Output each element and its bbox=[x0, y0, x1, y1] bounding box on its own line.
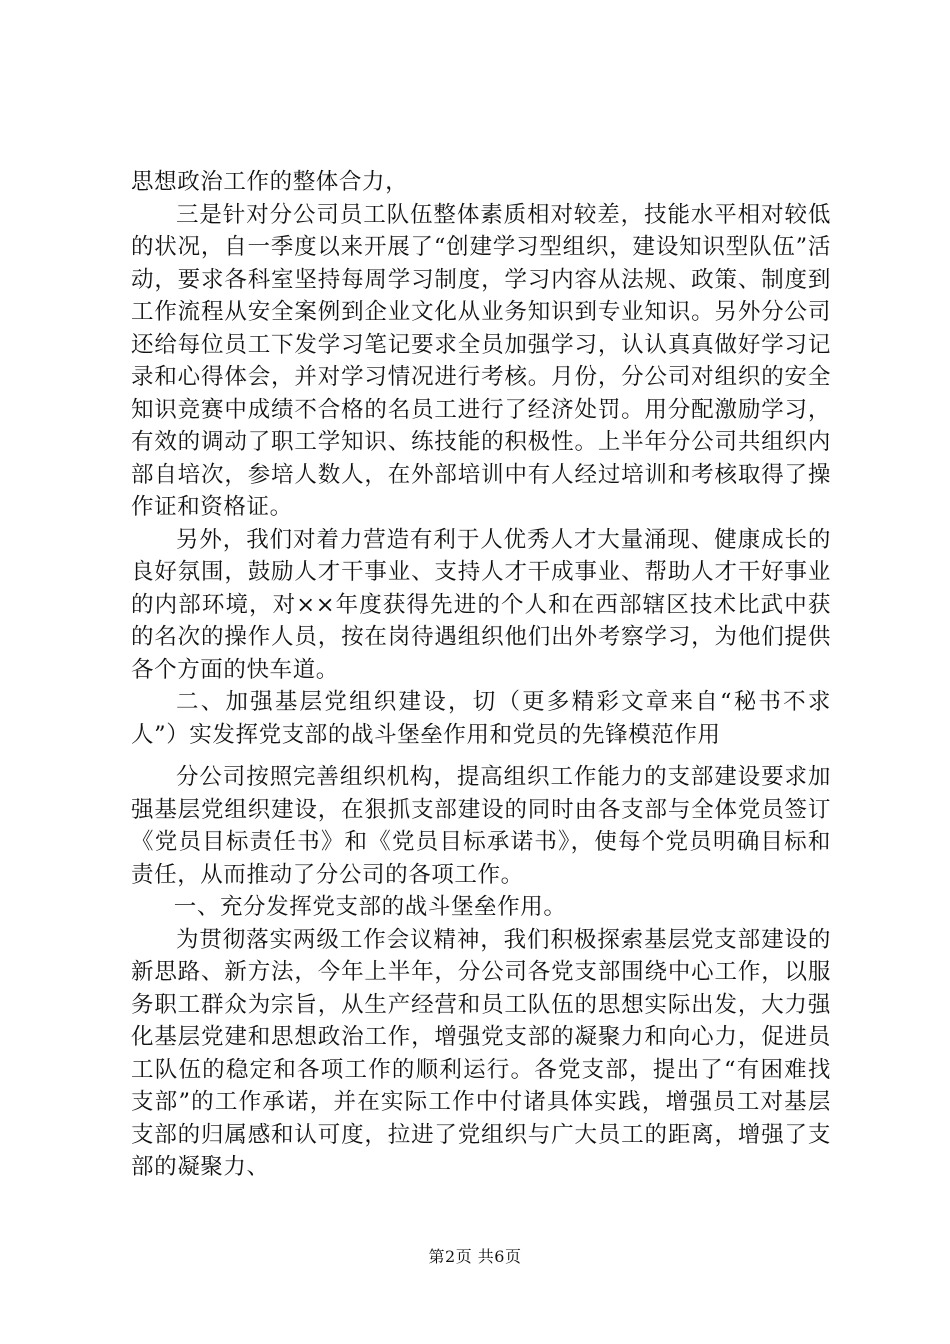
section-heading-party-organization: 二、加强基层党组织建设，切（更多精彩文章来自“秘书不求人”）实发挥党支部的战斗堡垒作用和党员的先锋模范作用 bbox=[131, 689, 831, 748]
page-number-footer: 第2页 共6页 bbox=[428, 1247, 522, 1266]
paragraph-branch-construction: 分公司按照完善组织机构，提高组织工作能力的支部建设要求加强基层党组织建设，在狠抓支部建设的同时由各支部与全体党员签订《党员目标责任书》和《党员目标承诺书》，使每个党员明确目标和责任，从而推动了分公司的各项工作。 bbox=[131, 764, 831, 888]
subheading-fortress-role: 一、充分发挥党支部的战斗堡垒作用。 bbox=[173, 894, 567, 920]
paragraph-learning-organization: 三是针对分公司员工队伍整体素质相对较差，技能水平相对较低的状况，自一季度以来开展了“创建学习型组织，建设知识型队伍”活动，要求各科室坚持每周学习制度，学习内容从法规、政策、制度到工作流程从安全案例到企业文化从业务知识到专业知识。另外分公司还给每位员工下发学习笔记要求全员加强学习，认认真真做好学习记录和心得体会，并对学习情况进行考核。月份，分公司对组织的安全知识竞赛中成绩不合格的名员工进行了经济处罚。用分配激励学习，有效的调动了职工学知识、练技能的积极性。上半年分公司共组织内部自培次，参培人数人，在外部培训中有人经过培训和考核取得了操作证和资格证。 bbox=[131, 201, 831, 520]
paragraph-continuation: 思想政治工作的整体合力， bbox=[131, 169, 409, 195]
paragraph-work-meeting-spirit: 为贯彻落实两级工作会议精神，我们积极探索基层党支部建设的新思路、新方法，今年上半年，分公司各党支部围绕中心工作，以服务职工群众为宗旨，从生产经营和员工队伍的思想实际出发，大力强化基层党建和思想政治工作，增强党支部的凝聚力和向心力，促进员工队伍的稳定和各项工作的顺利运行。各党支部，提出了“有困难找支部”的工作承诺，并在实际工作中付诸具体实践，增强员工对基层支部的归属感和认可度，拉进了党组织与广大员工的距离，增强了支部的凝聚力、 bbox=[131, 926, 831, 1180]
paragraph-talent-environment: 另外，我们对着力营造有利于人优秀人才大量涌现、健康成长的良好氛围，鼓励人才干事业、支持人才干成事业、帮助人才干好事业的内部环境，对××年度获得先进的个人和在西部辖区技术比武中获的名次的操作人员，按在岗待遇组织他们出外考察学习，为他们提供各个方面的快车道。 bbox=[131, 526, 831, 683]
document-body bbox=[131, 166, 831, 1184]
